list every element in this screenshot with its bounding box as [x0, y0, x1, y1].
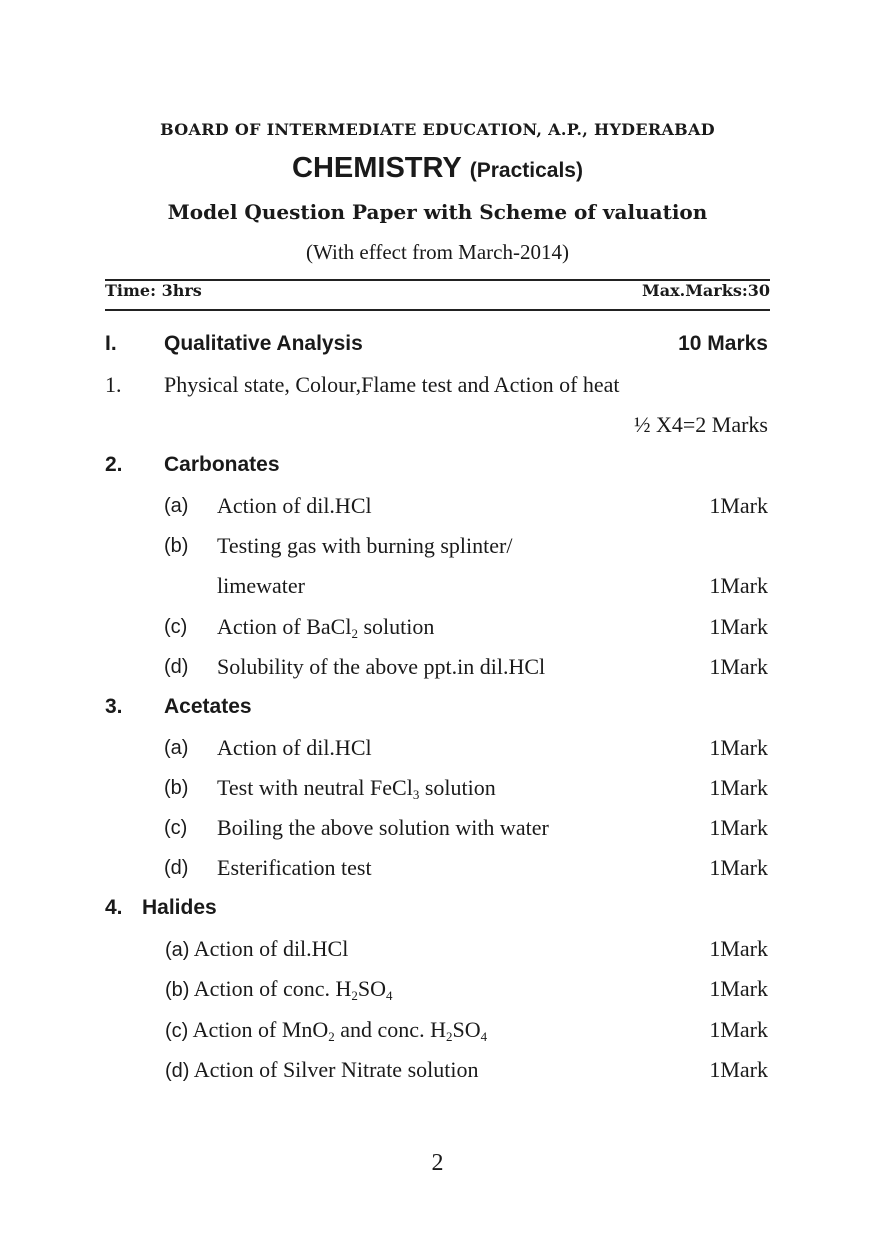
item-text: Solubility of the above ppt.in dil.HCl	[217, 654, 546, 679]
list-item	[105, 775, 770, 805]
question-title: Carbonates	[164, 453, 280, 476]
item-marks: 1Mark	[709, 976, 768, 1001]
item-text: Action of dil.HCl	[217, 735, 372, 760]
section-title: Qualitative Analysis	[164, 332, 363, 355]
question-text: Physical state, Colour,Flame test and Action of heat	[164, 372, 620, 397]
question-number: 1.	[105, 372, 122, 397]
list-item	[105, 533, 770, 563]
item-text: (a) Action of dil.HCl	[165, 936, 349, 961]
item-marks: 1Mark	[709, 614, 768, 639]
paper-title: Model Question Paper with Scheme of valuation	[167, 200, 708, 224]
item-text: Boiling the above solution with water	[217, 815, 549, 840]
list-item	[105, 614, 770, 644]
item-marks: 1Mark	[709, 1057, 768, 1082]
question-1	[105, 372, 770, 402]
item-label: (c)	[164, 817, 188, 839]
item-marks: 1Mark	[709, 815, 768, 840]
item-text: (b) Action of conc. $H_2SO_4$	[165, 976, 393, 1003]
list-item-continued	[105, 573, 770, 603]
list-item	[105, 855, 770, 885]
question-3-heading	[105, 695, 770, 725]
question-number: 2.	[105, 453, 123, 476]
max-marks-label: Max.Marks:30	[642, 281, 770, 300]
time-label: Time: 3hrs	[105, 281, 202, 300]
item-marks: 1Mark	[709, 936, 768, 961]
question-title: Acetates	[164, 695, 252, 718]
item-label: (d)	[164, 656, 189, 678]
question-title: Halides	[142, 896, 217, 919]
item-text: (c) Action of MnO$_2$ and conc. $H_2SO_4$	[165, 1017, 488, 1044]
item-text: Action of dil.HCl	[217, 493, 372, 518]
question-1-marks-row	[105, 412, 770, 442]
list-item	[105, 1057, 770, 1087]
list-item	[105, 1017, 770, 1047]
list-item	[105, 493, 770, 523]
item-label: (a)	[164, 495, 189, 517]
question-number: 3.	[105, 695, 123, 718]
subject-title	[0, 152, 875, 185]
item-marks: 1Mark	[709, 735, 768, 760]
item-label: (d)	[164, 857, 189, 879]
subject-name: CHEMISTRY	[292, 152, 462, 184]
item-marks: 1Mark	[709, 775, 768, 800]
list-item	[105, 976, 770, 1006]
question-number: 4.	[105, 896, 123, 919]
question-4-heading	[105, 896, 770, 926]
page-number: 2	[431, 1150, 444, 1176]
section-marks: 10 Marks	[678, 332, 768, 355]
item-marks: 1Mark	[709, 654, 768, 679]
list-item	[105, 654, 770, 684]
item-marks: 1Mark	[709, 573, 768, 598]
item-text: Action of BaCl$_2$ solution	[217, 614, 435, 641]
item-text: Test with neutral FeCl$_3$ solution	[217, 775, 496, 802]
item-marks: 1Mark	[709, 1017, 768, 1042]
list-item	[105, 735, 770, 765]
item-marks: 1Mark	[709, 493, 768, 518]
item-label: (c)	[164, 616, 188, 638]
effect-note: (With effect from March-2014)	[306, 240, 569, 264]
section-heading	[105, 332, 770, 362]
item-label: (b)	[164, 535, 189, 557]
list-item	[105, 936, 770, 966]
item-text: (d) Action of Silver Nitrate solution	[165, 1057, 479, 1082]
board-heading: BOARD OF INTERMEDIATE EDUCATION, A.P., HYDERABAD	[160, 120, 715, 139]
item-text: limewater	[217, 573, 305, 598]
item-marks: 1Mark	[709, 855, 768, 880]
question-marks: ½ X4=2 Marks	[633, 412, 768, 437]
list-item	[105, 815, 770, 845]
section-number: I.	[105, 332, 117, 355]
question-2-heading	[105, 453, 770, 483]
item-label: (b)	[164, 777, 189, 799]
item-label: (a)	[164, 737, 189, 759]
time-marks-row	[105, 281, 770, 300]
subject-type: (Practicals)	[469, 159, 583, 182]
item-text: Testing gas with burning splinter/	[217, 533, 513, 558]
bottom-rule	[105, 309, 770, 311]
item-text: Esterification test	[217, 855, 372, 880]
